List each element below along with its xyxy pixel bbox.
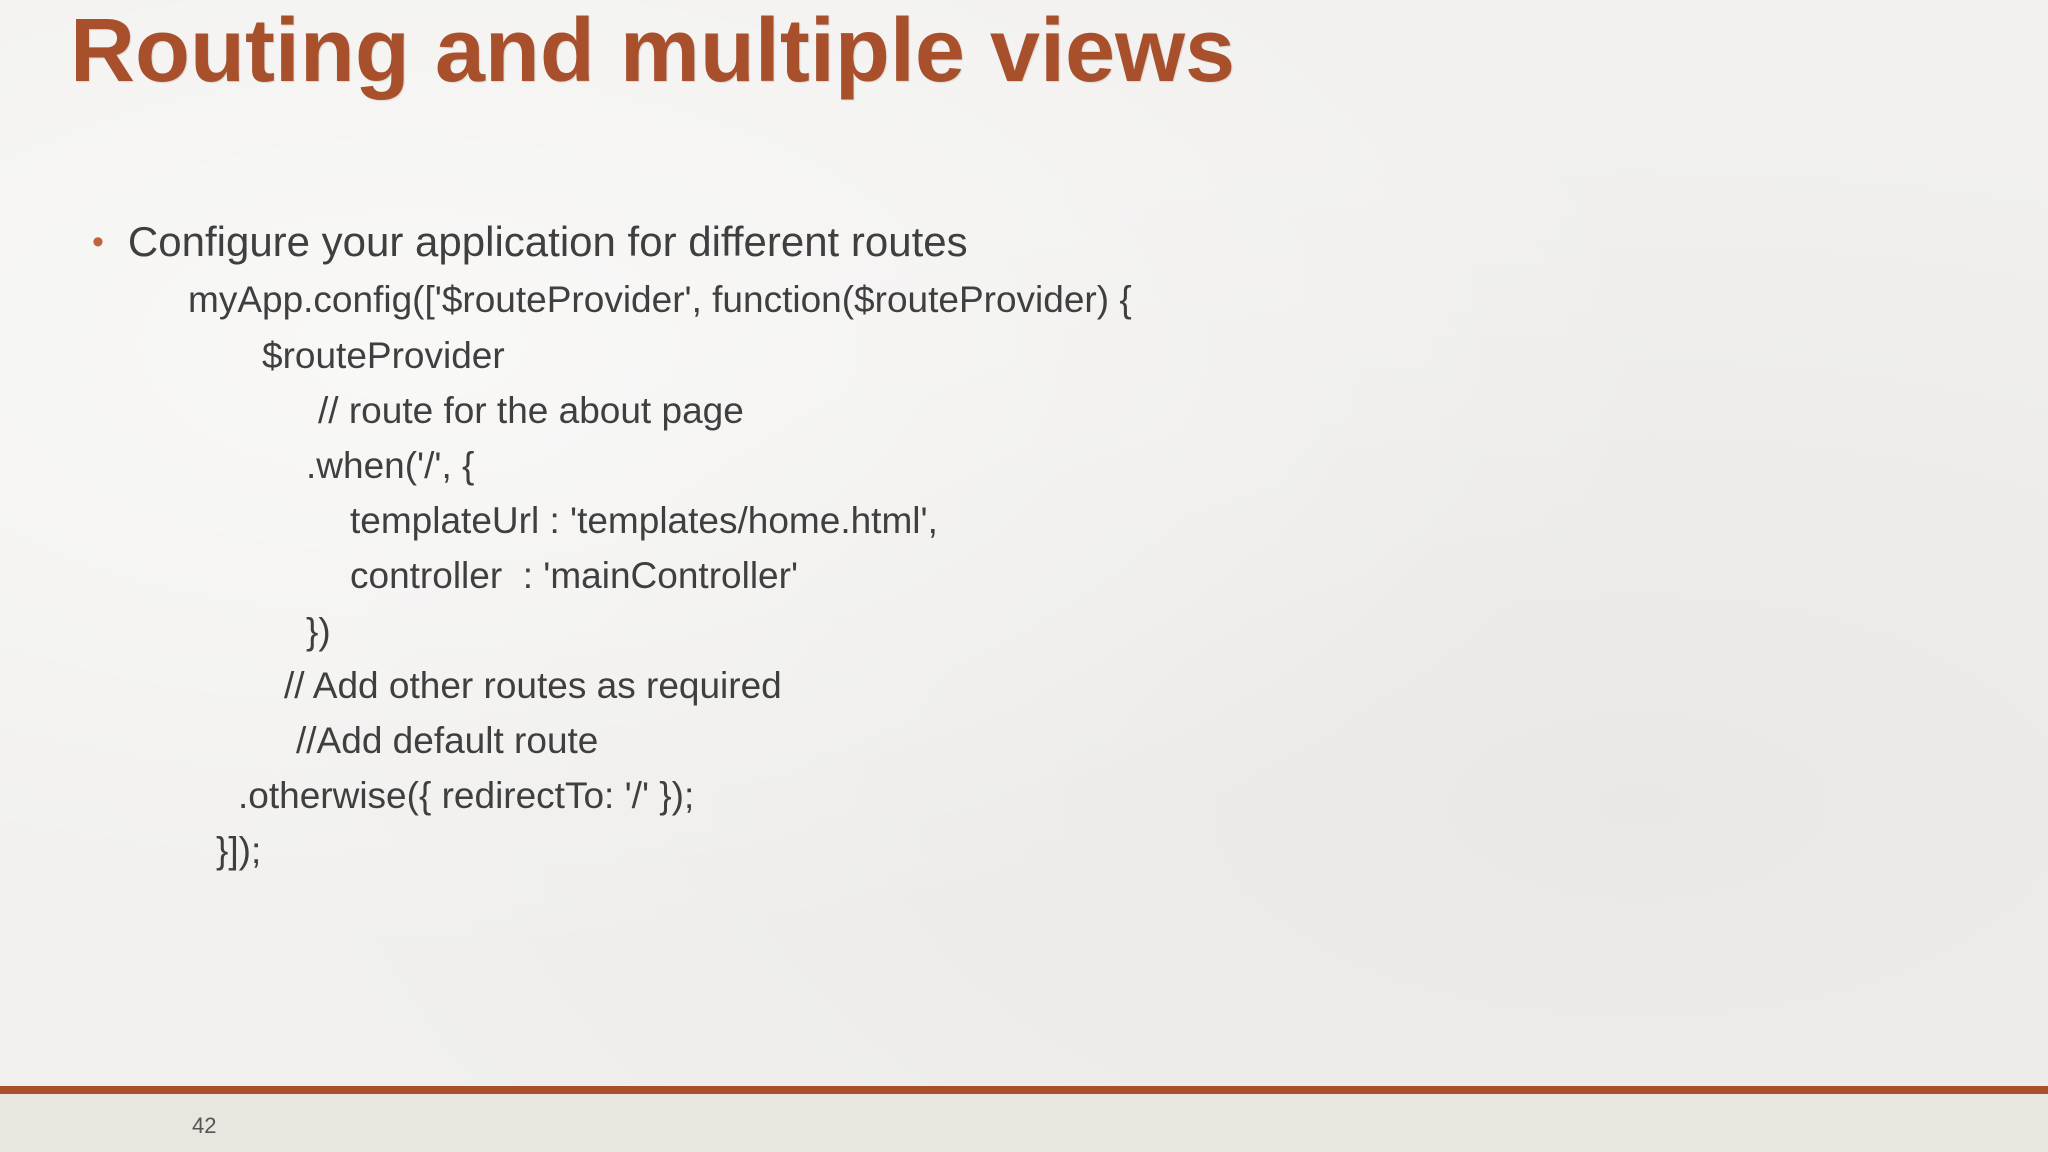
code-line-controller: controller : 'mainController' xyxy=(350,555,799,596)
slide-number: 42 xyxy=(192,1113,217,1138)
code-line-route-provider: $routeProvider xyxy=(262,335,505,376)
bullet-item xyxy=(92,217,968,270)
code-line-close-when: }) xyxy=(306,611,331,652)
code-line-other-routes-comment: // Add other routes as required xyxy=(284,665,782,706)
code-line-template-url: templateUrl : 'templates/home.html', xyxy=(350,500,938,541)
code-line-close-config: }]); xyxy=(216,830,262,871)
slide-title: Routing and multiple views xyxy=(70,1,1236,101)
code-line-default-route-comment: //Add default route xyxy=(296,720,599,761)
footer-band xyxy=(0,1094,2048,1152)
bullet-dot: • xyxy=(92,223,104,261)
code-line-about-comment: // route for the about page xyxy=(318,390,744,431)
code-line-when: .when('/', { xyxy=(306,445,475,486)
code-line-otherwise: .otherwise({ redirectTo: '/' }); xyxy=(238,775,695,816)
code-line-config: myApp.config(['$routeProvider', function($routeProvider) { xyxy=(188,279,1132,320)
footer-rule xyxy=(0,1086,2048,1094)
bullet-text: Configure your application for different routes xyxy=(127,218,968,265)
